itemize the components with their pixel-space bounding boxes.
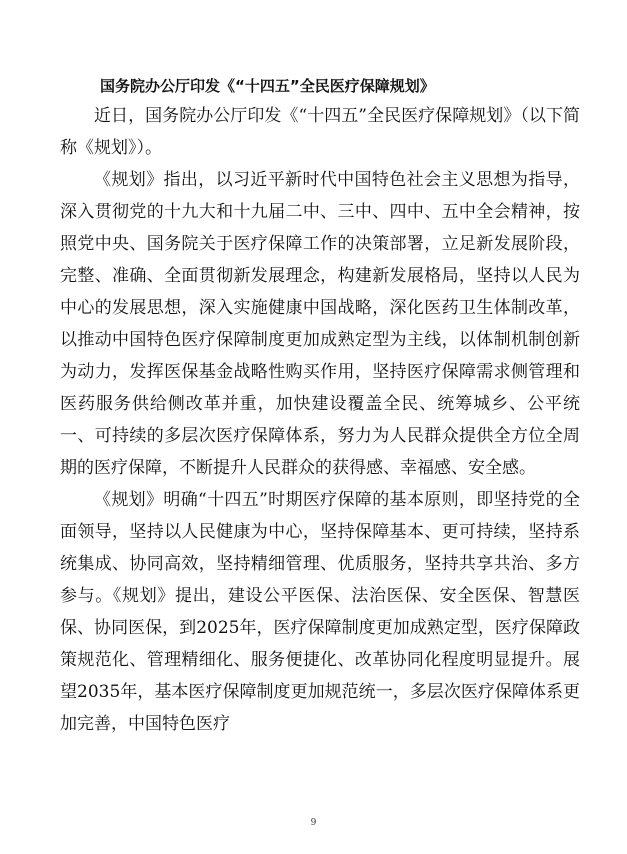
paragraph-2: 《规划》指出，以习近平新时代中国特色社会主义思想为指导，深入贯彻党的十九大和十九届二中、三中、四中、五中全会精神，按照党中央、国务院关于医疗保障工作的决策部署，立足新发展阶段，完整、准确、全面贯彻新发展理念，构建新发展格局，坚持以人民为中心的发展思想，深入实施健康中国战略，深化医药卫生体制改革，以推动中国特色医疗保障制度更加成熟定型为主线，以体制机制创新为动力，发挥医保基金战略性购买作用，坚持医疗保障需求侧管理和医药服务供给侧改革并重，加快建设覆盖全民、统筹城乡、公平统一、可持续的多层次医疗保障体系，努力为人民群众提供全方位全周期的医疗保障，不断提升人民群众的获得感、幸福感、安全感。 <box>60 170 580 478</box>
document-body <box>60 100 580 740</box>
document-title: 国务院办公厅印发《“十四五”全民医疗保障规划》 <box>100 77 435 95</box>
paragraph-3: 《规划》明确“十四五”时期医疗保障的基本原则，即坚持党的全面领导，坚持以人民健康为中心，坚持保障基本、更可持续，坚持系统集成、协同高效，坚持精细管理、优质服务，坚持共享共治、多方参与。《规划》提出，建设公平医保、法治医保、安全医保、智慧医保、协同医保，到2025年，医疗保障制度更加成熟定型，医疗保障政策规范化、管理精细化、服务便捷化、改革协同化程度明显提升。展望2035年，基本医疗保障制度更加规范统一，多层次医疗保障体系更加完善，中国特色医疗 <box>60 490 580 734</box>
paragraph-1: 近日，国务院办公厅印发《“十四五”全民医疗保障规划》（以下简称《规划》）。 <box>60 106 580 158</box>
page-number: 9 <box>310 818 317 828</box>
